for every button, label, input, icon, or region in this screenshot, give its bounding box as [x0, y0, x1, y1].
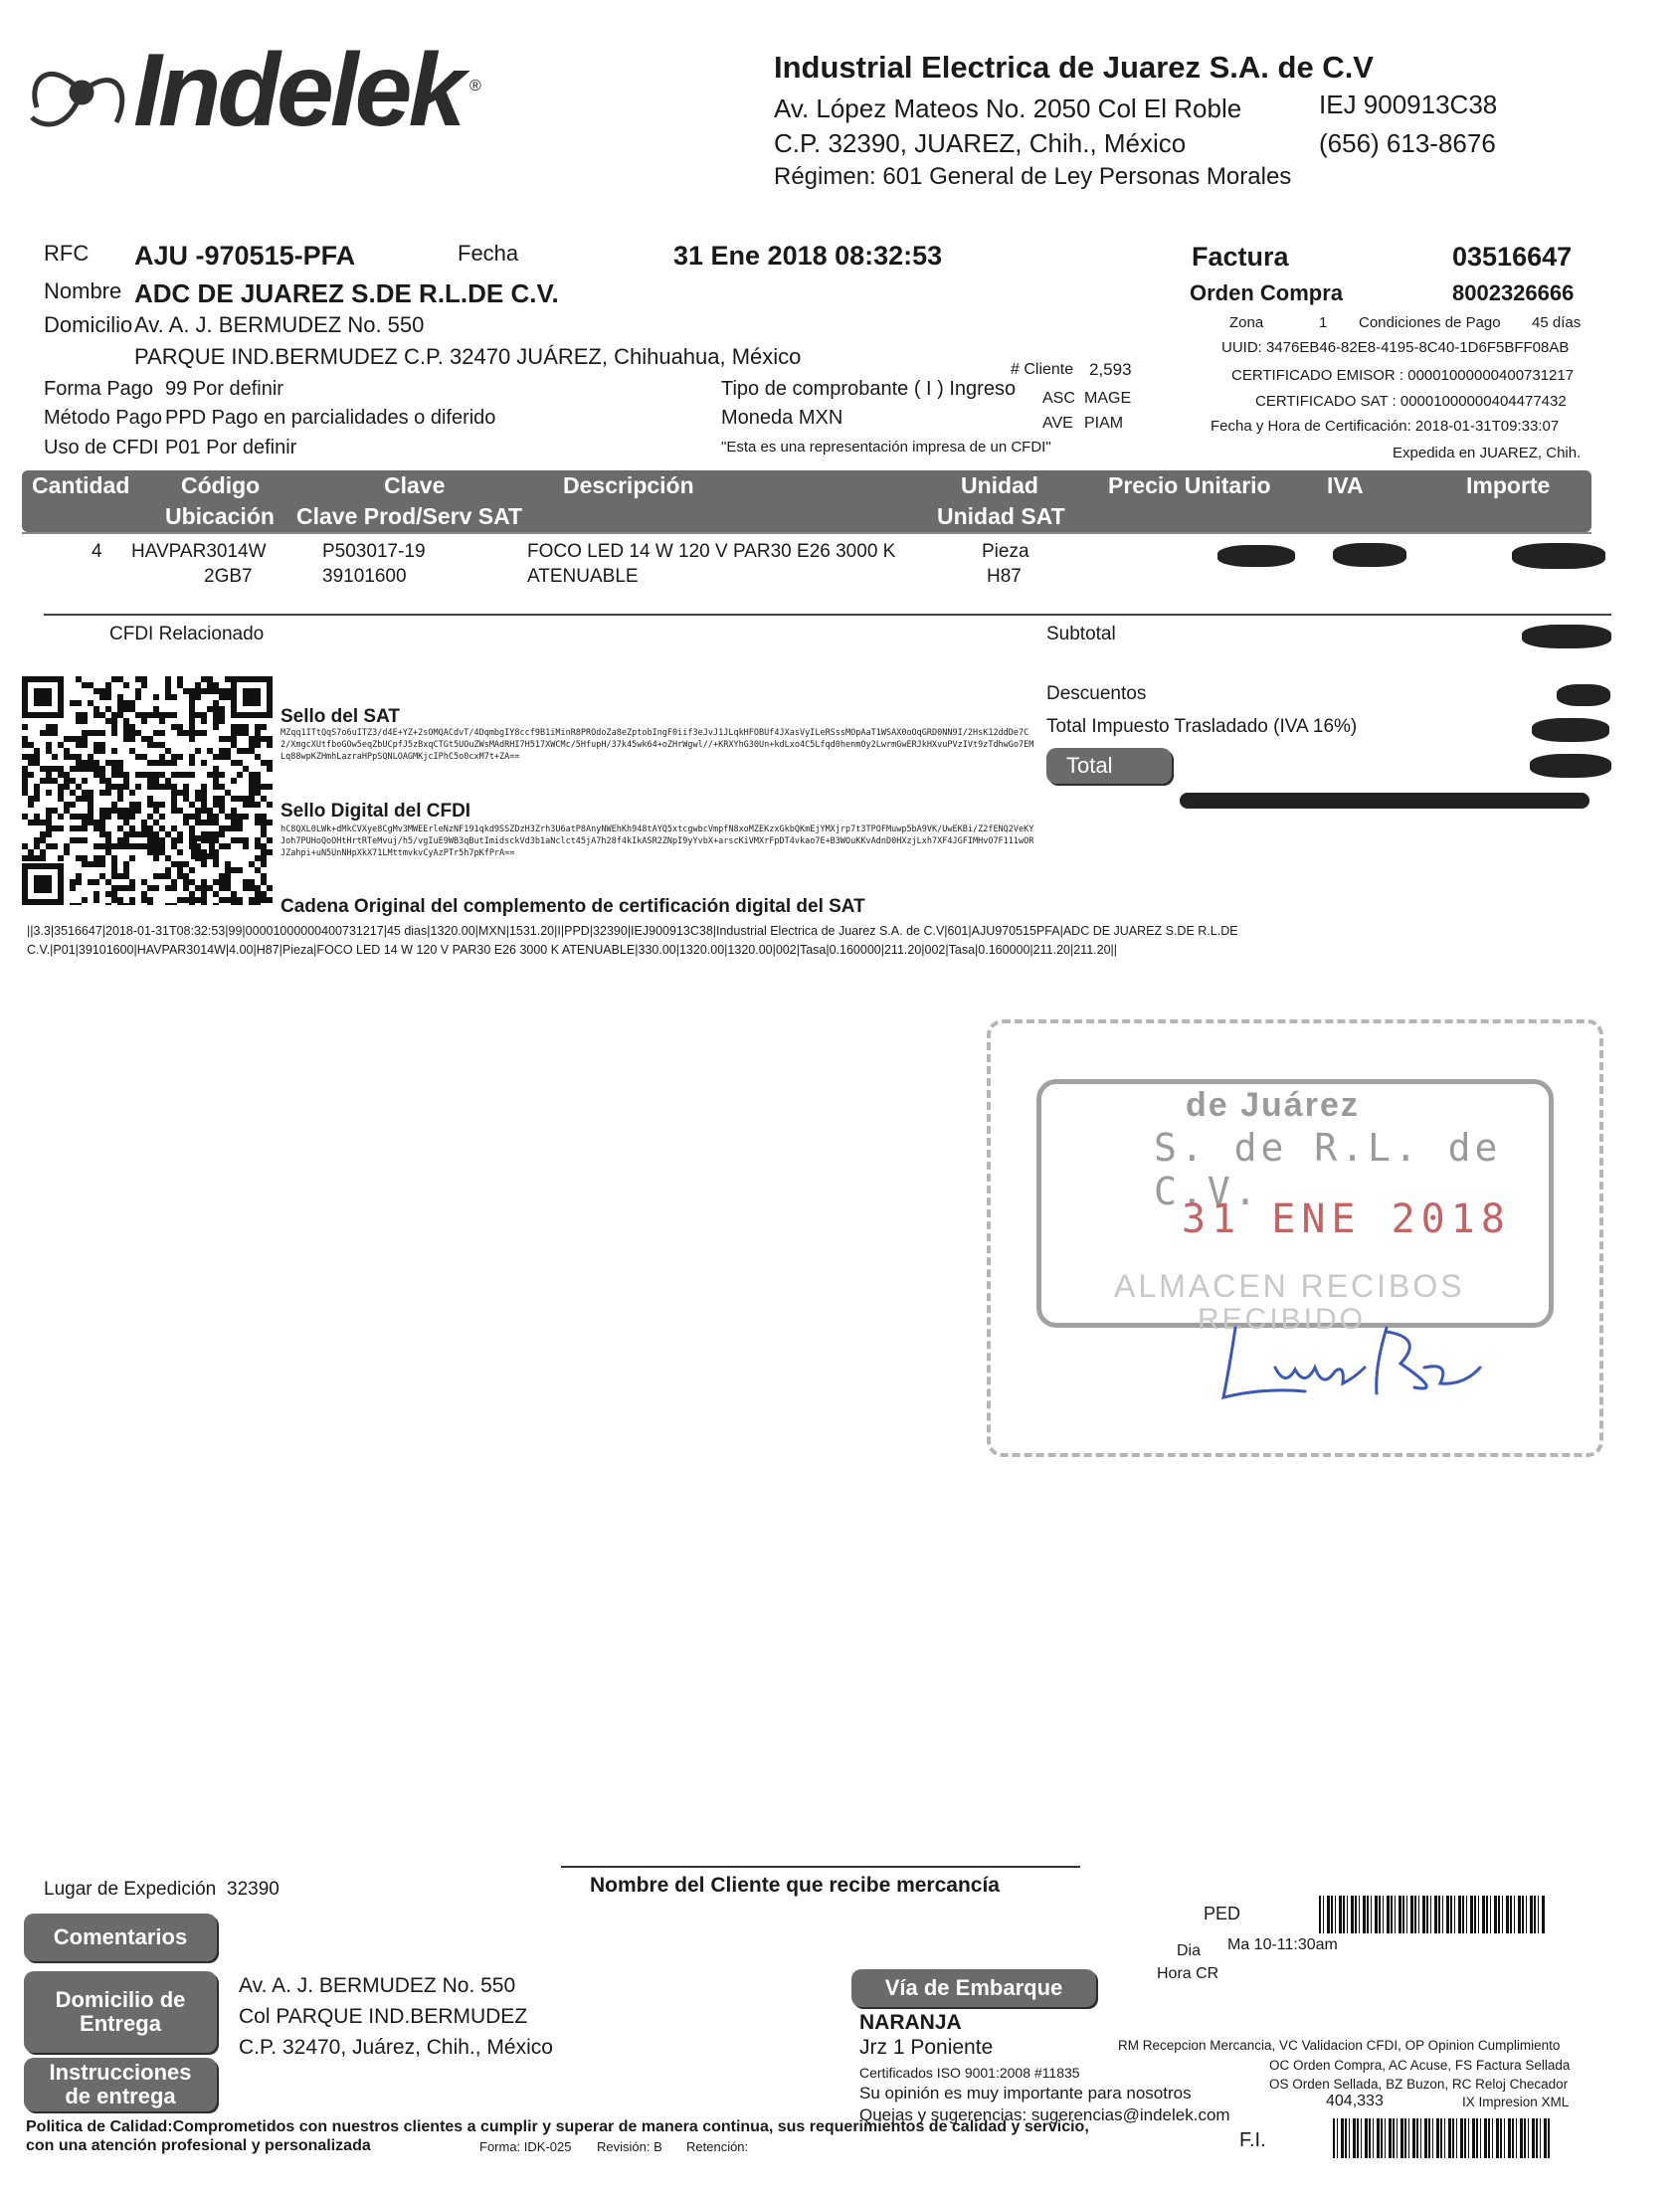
redacted-subtotal	[1522, 625, 1611, 648]
col-codigo: Código	[181, 472, 261, 498]
company-logo: Indelek ®	[22, 38, 479, 157]
uuid: UUID: 3476EB46-82E8-4195-8C40-1D6F5BFF08AB	[1221, 339, 1570, 356]
stamp-line2: S. de R.L. de C.V.	[1154, 1126, 1502, 1213]
company-name: Industrial Electrica de Juarez S.A. de C.V	[774, 50, 1374, 85]
row-descripcion1: FOCO LED 14 W 120 V PAR30 E26 3000 K	[527, 541, 896, 562]
forma-code: Forma: IDK-025	[479, 2139, 572, 2154]
entrega-line1: Av. A. J. BERMUDEZ No. 550	[239, 1974, 516, 1997]
row-clave-sat: 39101600	[322, 566, 407, 587]
stamp-date: 31 ENE 2018	[1182, 1196, 1511, 1242]
nombre-label: Nombre	[44, 278, 122, 303]
cadena-label: Cadena Original del complemento de certificación digital del SAT	[280, 896, 865, 917]
stamp-line1: de Juárez	[1186, 1086, 1360, 1124]
col-clave: Clave	[384, 472, 446, 498]
zona-label: Zona	[1229, 314, 1264, 331]
subtotal-label: Subtotal	[1046, 624, 1116, 644]
asc-label: ASC	[1042, 390, 1075, 407]
stamp-line3: ALMACEN RECIBOS	[1114, 1268, 1465, 1304]
comentarios-badge: Comentarios	[24, 1914, 217, 1961]
sello-cfdi-label: Sello Digital del CFDI	[280, 801, 471, 822]
redacted-importe	[1512, 543, 1605, 569]
row-codigo: HAVPAR3014W	[131, 541, 267, 562]
cert-sat: CERTIFICADO SAT : 00001000000404477432	[1255, 393, 1567, 410]
fecha-label: Fecha	[458, 241, 519, 266]
orden-label: Orden Compra	[1190, 280, 1344, 305]
jrz-poniente: Jrz 1 Poniente	[859, 2036, 994, 2059]
redacted-iva	[1333, 543, 1406, 567]
company-address1: Av. López Mateos No. 2050 Col El Roble	[774, 93, 1242, 123]
signature-line	[561, 1866, 1080, 1868]
table-header	[22, 470, 1591, 532]
legend-line3: OS Orden Sellada, BZ Buzon, RC Reloj Checador	[1269, 2077, 1569, 2092]
company-address2: C.P. 32390, JUAREZ, Chih., México	[774, 128, 1187, 158]
cliente-number: 2,593	[1089, 360, 1132, 379]
factura-label: Factura	[1192, 242, 1289, 272]
metodo-pago: PPD Pago en parcialidades o diferido	[165, 407, 496, 429]
col-descripcion: Descripción	[563, 472, 694, 498]
asc-value: MAGE	[1084, 390, 1132, 407]
invoice-date: 31 Ene 2018 08:32:53	[673, 241, 943, 271]
col-unidad: Unidad	[961, 472, 1038, 498]
row-unidad-sat: H87	[987, 566, 1022, 587]
domicilio-label: Domicilio	[44, 312, 133, 337]
redacted-impuesto	[1532, 718, 1609, 742]
uso-cfdi: P01 Por definir	[165, 437, 297, 458]
row-descripcion2: ATENUABLE	[527, 566, 639, 587]
retencion: Retención:	[686, 2139, 749, 2154]
dia-label: Dia	[1177, 1942, 1202, 1959]
col-precio-unitario: Precio Unitario	[1108, 472, 1271, 498]
dia-value: Ma 10-11:30am	[1227, 1936, 1338, 1953]
legend-line1: RM Recepcion Mercancia, VC Validacion CFDI, OP Opinion Cumplimiento	[1118, 2038, 1561, 2053]
ave-label: AVE	[1042, 415, 1073, 432]
moneda: Moneda MXN	[721, 407, 843, 429]
ped-label: PED	[1204, 1904, 1241, 1923]
via-embarque-badge: Vía de Embarque	[851, 1969, 1096, 2007]
politica-calidad: Politica de Calidad:Comprometidos con nuestros clientes a cumplir y superar de manera continua, sus requerimientos de calidad y servicio,	[26, 2118, 1089, 2135]
descuentos-label: Descuentos	[1046, 683, 1147, 704]
row-clave: P503017-19	[322, 541, 426, 562]
row-ubicacion: 2GB7	[204, 566, 253, 587]
company-regime: Régimen: 601 General de Ley Personas Morales	[774, 163, 1292, 190]
zona-value: 1	[1319, 314, 1328, 331]
cfdi-relacionado: CFDI Relacionado	[109, 624, 265, 644]
rfc-label: RFC	[44, 241, 90, 266]
factura-number: 03516647	[1452, 242, 1573, 272]
signature-icon	[1215, 1308, 1494, 1417]
row-unidad: Pieza	[982, 541, 1029, 562]
col-iva: IVA	[1327, 472, 1364, 498]
hora-label: Hora CR	[1157, 1965, 1219, 1982]
legend-line2: OC Orden Compra, AC Acuse, FS Factura Sellada	[1269, 2058, 1571, 2073]
representacion-note: "Esta es una representación impresa de un CFDI"	[721, 439, 1051, 456]
cliente-label: # Cliente	[1011, 361, 1074, 378]
opinion: Su opinión es muy importante para nosotros	[859, 2084, 1192, 2103]
lugar-label: Lugar de Expedición	[44, 1879, 217, 1900]
cadena-line2: C.V.|P01|39101600|HAVPAR3014W|4.00|H87|Pieza|FOCO LED 14 W 120 V PAR30 E26 3000 K ATENUABLE|330.00|1320.00|1320.00|002|Tasa|0.160000|211.20|002|Tasa|0.160000|211.20|211.20||	[27, 943, 1118, 957]
nombre-cliente-recibe: Nombre del Cliente que recibe mercancía	[590, 1874, 1000, 1897]
naranja: NARANJA	[859, 2011, 962, 2034]
customer-rfc: AJU -970515-PFA	[134, 241, 356, 271]
sello-cfdi-value: hC8QXL0LWk+dMkCVXye8CgMv3MWEErleNzNF191qkd9SSZDzH3Zrh3U6atP8AnyNWEhKh948tAYQ5xtcgwbcVmpfN8xoMZEKzxGkbQKmEjYMXjrp7t3TPOFMuwp5bA9VK/UwEKBi/Z2fENQ2VeKYJoh7PUHoQoOHtHrtRTeMvuj/h5/vgIuE9WB3qButImidsckVd3b1aNclct45jA7h28f4kIkASR2ZNpI9yYvbX+arscKiVMXrFpDT4vkao7E+B3WOuKKvAdnD0HXzjLxh7XF4JGFIMHvO7F111wORJZahpi+uN5UnNHpXkX71LMttmvkvCyAzPTr5h7pKfPrA==	[280, 824, 1034, 858]
col-clave-sat: Clave Prod/Serv SAT	[296, 503, 523, 529]
sello-sat-label: Sello del SAT	[280, 706, 401, 727]
col-importe: Importe	[1466, 472, 1551, 498]
politica-line2: con una atención profesional y personalizada	[26, 2137, 371, 2154]
ave-value: PIAM	[1084, 415, 1124, 432]
condiciones-value: 45 días	[1532, 314, 1582, 331]
forma-pago-label: Forma Pago	[44, 378, 154, 400]
tipo-comprobante: Tipo de comprobante ( I ) Ingreso	[721, 378, 1017, 400]
domicilio-entrega-badge: Domicilio de Entrega	[24, 1971, 217, 2053]
customer-name: ADC DE JUAREZ S.DE R.L.DE C.V.	[134, 278, 559, 308]
quejas: Quejas y sugerencias: sugerencias@indelek.com	[859, 2105, 1230, 2124]
stamp-line4: RECIBIDO	[1198, 1303, 1367, 1336]
sello-sat-value: MZqq1ITtQqS7o6uITZ3/d4E+YZ+2sOMQACdvT/4DqmbgIY8ccf9B1iMinR8PROdoZa8eZptobIngF0iif3eJvJ1JLqkHFOBUf4JXasVyILeRSssMOpAaT1WSAX0oOqGRD0NN9I/2HsK12ddDe7C2/XmgcXUtfboGOw5eqZbUCpfJ5zBxqCTGt5UOuZWsMAdRHI7H517XWCMc/5HfupH/37k45wk64+oZHrWgwl//+KRXYhG30Un+kdLxo4C5Lfqd0henmOy2LwrmGwERJkHXvuPVzIVt9zTdhwGo7EMLq88wpKZHmhLazraHPpSQNLOAGMKjcIPhC5o0cxM7t+ZA==	[280, 728, 1034, 762]
customer-address2: PARQUE IND.BERMUDEZ C.P. 32470 JUÁREZ, Chihuahua, México	[134, 344, 802, 369]
received-stamp	[987, 1019, 1603, 1457]
iso-cert: Certificados ISO 9001:2008 #11835	[859, 2065, 1080, 2081]
qr-code-icon	[22, 676, 273, 905]
barcode-bottom-icon	[1333, 2118, 1552, 2158]
orden-number: 8002326666	[1452, 280, 1575, 305]
col-unidad-sat: Unidad SAT	[937, 503, 1065, 529]
company-rfc: IEJ 900913C38	[1319, 90, 1498, 119]
condiciones-label: Condiciones de Pago	[1359, 314, 1501, 331]
entrega-line2: Col PARQUE IND.BERMUDEZ	[239, 2005, 528, 2028]
forma-pago: 99 Por definir	[165, 378, 283, 400]
swirl-logo-icon	[22, 38, 141, 147]
lugar-value: 32390	[227, 1879, 280, 1900]
redacted-descuentos	[1557, 684, 1610, 706]
header-divider	[22, 532, 1591, 534]
legend-line4: IX Impresion XML	[1462, 2095, 1570, 2109]
company-phone: (656) 613-8676	[1319, 128, 1496, 158]
number-404: 404,333	[1326, 2093, 1384, 2109]
uso-cfdi-label: Uso de CFDI	[44, 437, 159, 458]
fi-label: F.I.	[1239, 2129, 1266, 2151]
table-bottom-line	[44, 614, 1611, 616]
row-cantidad: 4	[92, 541, 102, 562]
fecha-certificacion: Fecha y Hora de Certificación: 2018-01-31T09:33:07	[1211, 418, 1560, 435]
cert-emisor: CERTIFICADO EMISOR : 00001000000400731217	[1231, 367, 1575, 384]
redacted-precio	[1217, 545, 1295, 567]
redacted-total	[1530, 754, 1611, 778]
entrega-line3: C.P. 32470, Juárez, Chih., México	[239, 2036, 553, 2059]
revision: Revisión: B	[597, 2139, 662, 2154]
col-cantidad: Cantidad	[32, 472, 130, 498]
logo-text: Indelek	[133, 33, 463, 148]
metodo-pago-label: Método Pago	[44, 407, 162, 429]
instrucciones-badge: Instrucciones de entrega	[24, 2058, 217, 2111]
cadena-line1: ||3.3|3516647|2018-01-31T08:32:53|99|00001000000400731217|45 dias|1320.00|MXN|1531.20|I|PPD|32390|IEJ900913C38|Industrial Electrica de Juarez S.A. de C.V|601|AJU970515PFA|ADC DE JUAREZ S.DE R.L.DE	[27, 924, 1238, 938]
barcode-top-icon	[1319, 1896, 1546, 1933]
col-ubicacion: Ubicación	[165, 503, 275, 529]
total-badge: Total	[1046, 748, 1172, 784]
redacted-total-letters	[1180, 793, 1589, 809]
impuesto-label: Total Impuesto Trasladado (IVA 16%)	[1046, 716, 1358, 737]
customer-address1: Av. A. J. BERMUDEZ No. 550	[134, 312, 425, 337]
expedida-en: Expedida en JUAREZ, Chih.	[1393, 445, 1582, 461]
